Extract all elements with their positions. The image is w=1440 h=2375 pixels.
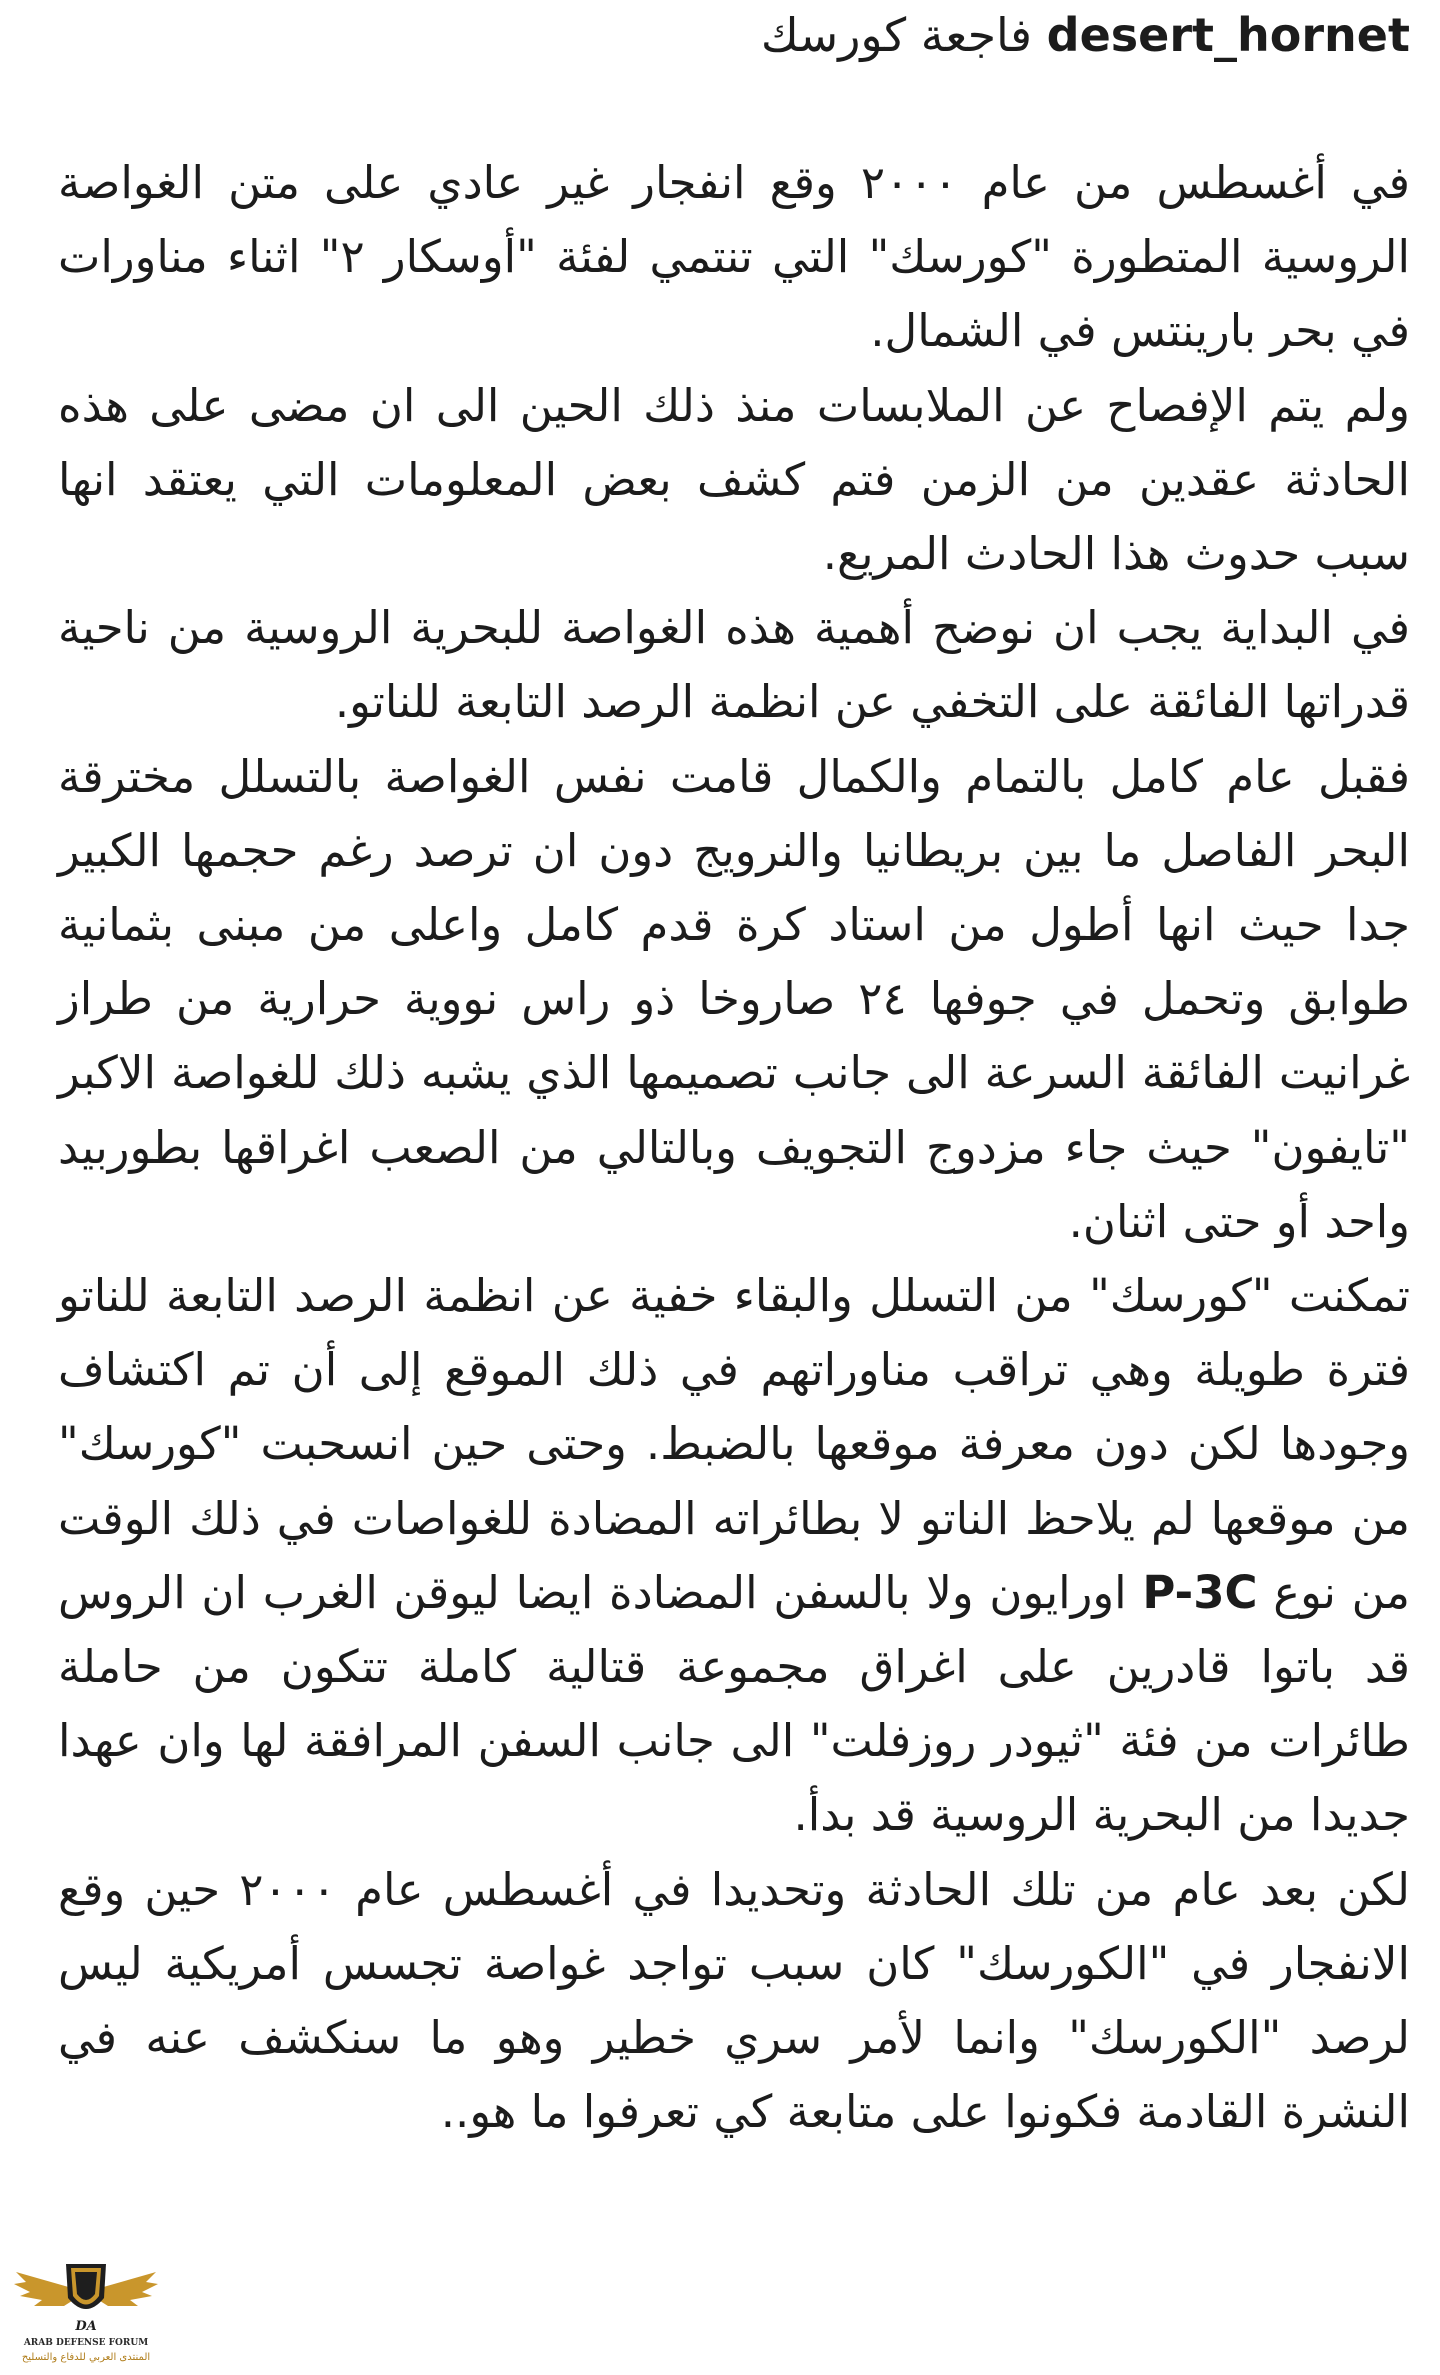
post-body <box>58 146 1410 2149</box>
forum-post <box>58 0 1410 2149</box>
post-title: فاجعة كورسك <box>760 8 1033 62</box>
paragraph-4: فقبل عام كامل بالتمام والكمال قامت نفس الغواصة بالتسلل مخترقة البحر الفاصل ما بين بريطانيا والنرويج دون ان ترصد رغم حجمها الكبير جدا حيث انها أطول من استاد كرة قدم كامل واعلى من مبنى بثمانية طوابق وتحمل في جوفها ٢٤ صاروخا ذو راس نووية حرارية من طراز غرانيت الفائقة السرعة الى جانب تصميمها الذي يشبه ذلك للغواصة الاكبر "تايفون" حيث جاء مزدوج التجويف وبالتالي من الصعب اغراقها بطوربيد واحد أو حتى اثنان. <box>58 749 1411 1248</box>
paragraph-5-part-2: اورايون ولا بالسفن المضادة ايضا ليوقن الغرب ان الروس قد باتوا قادرين على اغراق مجموعة قتالية كاملة تتكون من حاملة طائرات من فئة "ثيودر روزفلت" الى جانب السفن المرافقة لها وان عهدا جديدا من البحرية الروسية قد بدأ. <box>58 1565 1410 1842</box>
paragraph-2: ولم يتم الإفصاح عن الملابسات منذ ذلك الحين الى ان مضى على هذه الحادثة عقدين من الزمن فتم كشف بعض المعلومات التي يعتقد انها سبب حدوث هذا الحادث المريع. <box>58 378 1410 581</box>
paragraph-5-part-1: تمكنت "كورسك" من التسلل والبقاء خفية عن انظمة الرصد التابعة للناتو فترة طويلة وهي تراقب مناوراتهم في ذلك الموقع إلى أن تم اكتشاف وجودها لكن دون معرفة موقعها بالضبط. وحتى حين انسحبت "كورسك" من موقعها لم يلاحظ الناتو لا بطائراته المضادة للغواصات في ذلك الوقت من نوع <box>58 1269 1410 1619</box>
logo-forum-subtitle: المنتدى العربي للدفاع والتسليح <box>21 2352 151 2363</box>
paragraph-5 <box>58 1259 1410 1853</box>
logo-forum-name: ARAB DEFENSE FORUM <box>23 2338 149 2348</box>
paragraph-3: في البداية يجب ان نوضح أهمية هذه الغواصة للبحرية الروسية من ناحية قدراتها الفائقة على التخفي عن انظمة الرصد التابعة للناتو. <box>58 601 1410 729</box>
logo-monogram: DA <box>75 2319 97 2334</box>
post-header <box>58 0 1410 70</box>
forum-watermark-logo <box>8 2258 164 2370</box>
paragraph-6: لكن بعد عام من تلك الحادثة وتحديدا في أغسطس عام ٢٠٠٠ حين وقع الانفجار في "الكورسك" كان سبب تواجد غواصة تجسس أمريكية ليس لرصد "الكورسك" وانما لأمر سري خطير وهو ما سنكشف عنه في النشرة القادمة فكونوا على متابعة كي تعرفوا ما هو.. <box>58 1862 1410 2139</box>
aircraft-model: P-3C <box>1142 1565 1258 1619</box>
post-username[interactable]: desert_hornet <box>1046 8 1410 62</box>
eagle-emblem-icon <box>8 2258 164 2338</box>
paragraph-1: في أغسطس من عام ٢٠٠٠ وقع انفجار غير عادي على متن الغواصة الروسية المتطورة "كورسك" التي تنتمي لفئة "أوسكار ٢" اثناء مناورات في بحر بارينتس في الشمال. <box>58 156 1410 358</box>
